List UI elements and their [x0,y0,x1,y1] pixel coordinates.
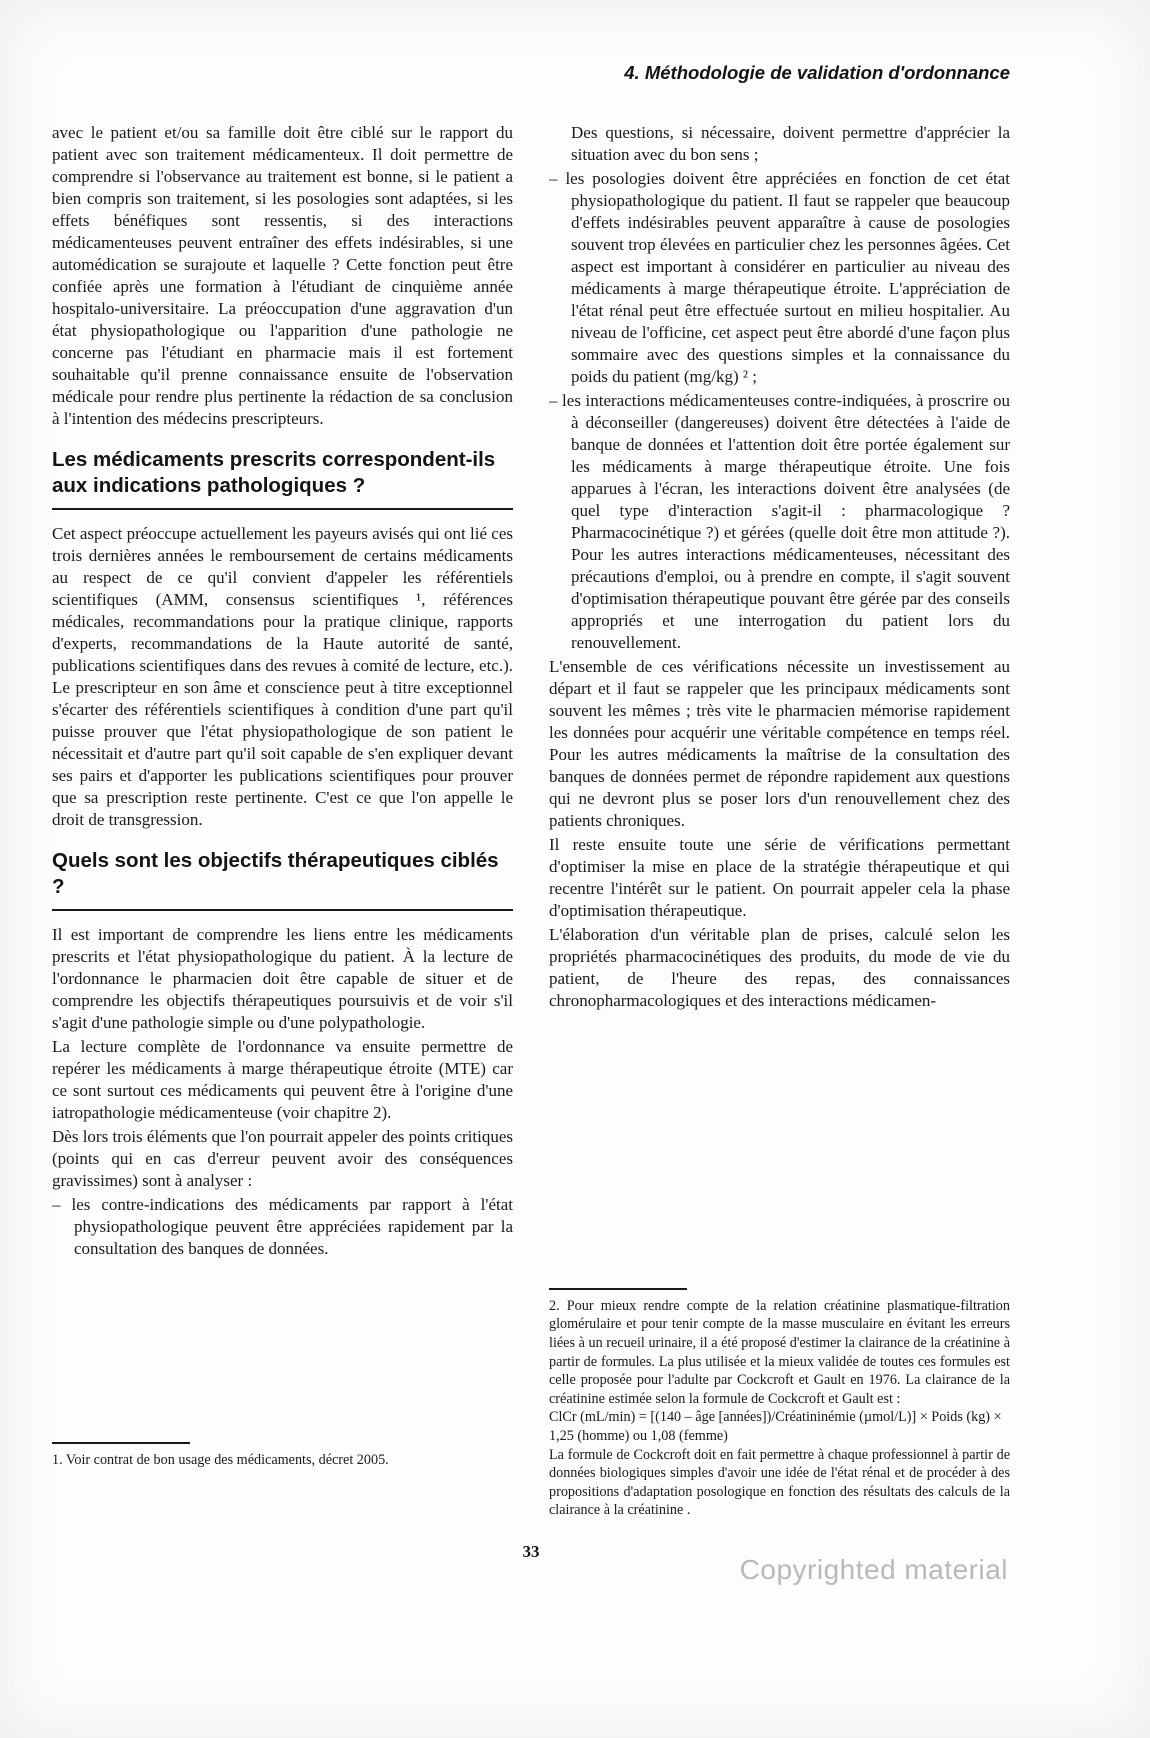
footnote-2-intro: 2. Pour mieux rendre compte de la relation créatinine plasmatique-filtration glomérulaire et pour tenir compte de la masse musculaire en évitant les erreurs liées à un recueil urinaire, il a été proposé d'estimer la clairance de la créatinine à partir de formules. La plus utilisée et la mieux validée de toutes ces formules est celle proposée pour l'adulte par Cockcroft et Gault en 1976. La clairance de la créatinine estimée selon la formule de Cockcroft et Gault est : [549,1297,1010,1407]
paragraph-referentiels: Cet aspect préoccupe actuellement les payeurs avisés qui ont lié ces trois dernières années le remboursement de certains médicaments au respect de ce qu'il convient d'appeler les référentiels scientifiques (AMM, consensus scientifiques ¹, références médicales, recommandations pour la pratique clinique, rapports d'experts, recommandations de la Haute autorité de santé, publications scientifiques dans des revues à comité de lecture, etc.). Le prescripteur en son âme et conscience peut à titre exceptionnel s'écarter des référentiels scientifiques à condition d'une part qu'il puisse prouver que l'état physiopathologique de son patient le nécessitait et d'autre part qu'il soit capable de s'en expliquer devant ses pairs et d'apporter les publications scientifiques pour prouver que sa prescription reste pertinente. C'est ce que l'on appelle le droit de transgression. [52,524,513,829]
footnote-2-formula: ClCr (mL/min) = [(140 – âge [années])/Créatininémie (µmol/L)] × Poids (kg) × 1,25 (homme) ou 1,08 (femme) [549,1409,1002,1445]
section-heading-objectifs: Quels sont les objectifs thérapeutiques ciblés ? [52,848,513,911]
page-number: 33 [522,1542,540,1561]
footnote-1: 1. Voir contrat de bon usage des médicaments, décret 2005. [52,1452,389,1469]
paragraph-points-critiques: Dès lors trois éléments que l'on pourrait appeler des points critiques (points qui en cas d'erreur peuvent avoir des conséquences gravissimes) sont à analyser : [52,1127,513,1190]
copyright-watermark: Copyrighted material [739,1554,1008,1585]
text-columns [52,122,1010,1520]
paragraph-verifications: L'ensemble de ces vérifications nécessite un investissement au départ et il faut se rappeler que les principaux médicaments sont souvent les mêmes ; très vite le pharmacien mémorise rapidement les données pour acquérir une véritable compétence en temps réel. Pour les autres médicaments la maîtrise de la consultation des banques de données permet de répondre rapidement aux questions qui ne devront plus se poser lors d'un renouvellement chez des patients chroniques. [549,657,1010,830]
paragraph-liens-medicaments: Il est important de comprendre les liens entre les médicaments prescrits et l'état physiopathologique du patient. À la lecture de l'ordonnance le pharmacien doit être capable de situer et de comprendre les objectifs thérapeutiques poursuivis et de voir s'il s'agit d'une pathologie simple ou d'une polypathologie. [52,925,513,1032]
list-item-contre-indications: – les contre-indications des médicaments par rapport à l'état physiopathologique peuvent être appréciées rapidement par la consultation des banques de données. [52,1195,513,1258]
footnote-separator [52,1442,190,1444]
running-header: 4. Méthodologie de validation d'ordonnance [624,62,1010,83]
paragraph-lecture-ordonnance: La lecture complète de l'ordonnance va ensuite permettre de repérer les médicaments à marge thérapeutique étroite (MTE) car ce sont surtout ces médicaments qui peuvent être à l'origine d'une iatropathologie médicamenteuse (voir chapitre 2). [52,1037,513,1122]
left-column [52,122,513,1520]
footnote-block-right [549,1280,1010,1520]
section-heading-indications: Les médicaments prescrits correspondent-ils aux indications pathologiques ? [52,447,513,510]
right-column [549,122,1010,1520]
footnote-2-conclusion: La formule de Cockcroft doit en fait permettre à chaque professionnel à partir de données biologiques simples d'avoir une idée de l'état rénal et de procéder à des propositions d'adaptation posologique en fonction des résultats des calculs de la clairance à la créatinine . [549,1446,1010,1519]
paragraph-plan-de-prises: L'élaboration d'un véritable plan de prises, calculé selon les propriétés pharmacocinétiques des produits, du mode de vie du patient, de l'heure des repas, des connaissances chronopharmacologiques et des interactions médicamen- [549,925,1010,1010]
list-item-interactions: – les interactions médicamenteuses contre-indiquées, à proscrire ou à déconseiller (dangereuses) doivent être détectées à l'aide de banque de données et l'attention doit être portée également sur les médicaments à marge thérapeutique étroite. Une fois apparues à l'écran, les interactions doivent être analysées (de quel type d'interaction s'agit-il : pharmacologique ? Pharmacocinétique ?) et gérées (quelle doit être mon attitude ?). Pour les autres interactions médicamenteuses, nécessitant des précautions d'emploi, ou à prendre en compte, il s'agit souvent d'optimisation thérapeutique pouvant être gérée par des conseils appropriés et une interrogation du patient lors du renouvellement. [549,391,1010,652]
footnote-separator [549,1288,687,1290]
footnote-block-left [52,1434,513,1470]
paragraph-optimisation: Il reste ensuite toute une série de vérifications permettant d'optimiser la mise en place de la stratégie thérapeutique et qui recentre l'intérêt sur le patient. On pourrait appeler cela la phase d'optimisation thérapeutique. [549,835,1010,920]
list-item-posologies: – les posologies doivent être appréciées en fonction de cet état physiopathologique du patient. Il faut se rappeler que beaucoup d'effets indésirables peuvent apparaître à cause de posologies souvent trop élevées en particulier chez les personnes âgées. Cet aspect est important à considérer en particulier au niveau des médicaments à marge thérapeutique étroite. L'appréciation de l'état rénal peut être effectuée surtout en milieu hospitalier. Au niveau de l'officine, cet aspect peut être abordé d'une façon plus sommaire avec des questions simples et la connaissance du poids du patient (mg/kg) ² ; [549,169,1010,386]
paragraph-continuation-intro: avec le patient et/ou sa famille doit être ciblé sur le rapport du patient avec son traitement médicamenteux. Il doit permettre de comprendre si l'observance au traitement est bonne, si le patient a bien compris son traitement, si les posologies sont adaptées, si les effets bénéfiques sont ressentis, si des interactions médicamenteuses peuvent entraîner des effets indésirables, si une automédication se surajoute et laquelle ? Cette fonction peut être confiée après une formation à l'étudiant de cinquième année hospitalo-universitaire. La préoccupation d'une aggravation d'un état physiopathologique ou l'apparition d'une pathologie ne concerne pas l'étudiant en pharmacie mais il est fortement souhaitable qu'il prenne connaissance ensuite de l'observation médicale pour rendre plus pertinente la rédaction de sa conclusion à l'intention des médecins prescripteurs. [52,123,513,428]
paragraph-questions-bon-sens: Des questions, si nécessaire, doivent permettre d'apprécier la situation avec du bon sens ; [571,123,1010,164]
